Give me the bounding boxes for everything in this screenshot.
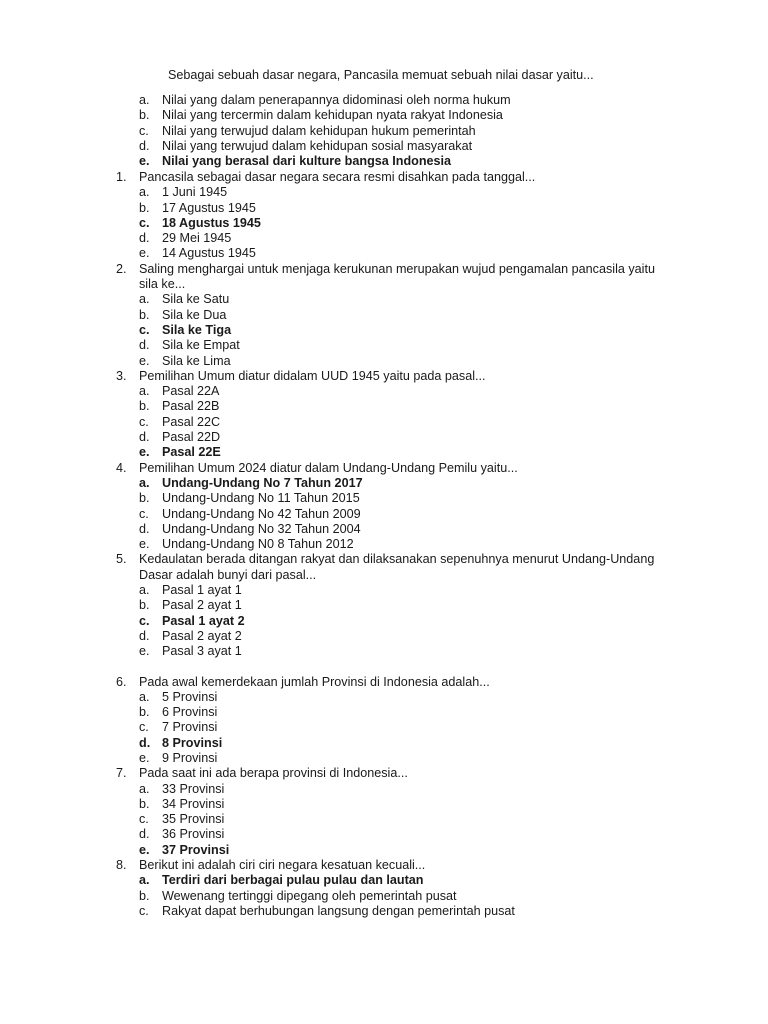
option [0, 629, 768, 644]
option [0, 644, 768, 659]
option [0, 720, 768, 735]
option-text: Pasal 22D [162, 430, 221, 445]
option-letter: b. [139, 888, 150, 903]
question-list [0, 170, 768, 919]
option [0, 889, 768, 904]
option-letter: b. [139, 399, 150, 414]
question-line: sila ke... [139, 277, 186, 292]
option [0, 201, 768, 216]
option [0, 751, 768, 766]
option-letter: a. [139, 384, 150, 399]
option-letter: b. [139, 307, 150, 322]
question-text [0, 568, 679, 583]
option-letter: a. [139, 475, 150, 490]
question-item [0, 369, 768, 461]
option-letter: a. [139, 781, 150, 796]
question-item [0, 858, 768, 919]
option-text: Pasal 3 ayat 1 [162, 644, 242, 659]
option-text: Pasal 2 ayat 1 [162, 598, 242, 613]
option [0, 782, 768, 797]
option [0, 430, 768, 445]
option [0, 491, 768, 506]
question-line: Pemilihan Umum diatur didalam UUD 1945 yaitu pada pasal... [139, 368, 486, 383]
answer-option [0, 445, 768, 460]
option-text: 14 Agustus 1945 [162, 246, 256, 261]
option-letter: c. [139, 812, 149, 827]
option-text: Wewenang tertinggi dipegang oleh pemerintah pusat [162, 888, 457, 903]
option-letter: b. [139, 796, 150, 811]
option-letter: c. [139, 123, 149, 138]
spacer [0, 660, 768, 675]
option-text: Undang-Undang No 7 Tahun 2017 [162, 475, 363, 490]
option-letter: e. [139, 445, 150, 460]
question-text [0, 461, 679, 476]
option-letter: b. [139, 108, 150, 123]
option-letter: c. [139, 506, 149, 521]
option-text: Pasal 22C [162, 414, 221, 429]
option [0, 583, 768, 598]
option-letter: a. [139, 689, 150, 704]
question-number: 8. [116, 858, 127, 873]
question-item [0, 170, 768, 262]
option [0, 904, 768, 919]
question-number: 3. [116, 368, 127, 383]
option-text: Undang-Undang No 42 Tahun 2009 [162, 506, 361, 521]
option [0, 354, 768, 369]
answer-option [0, 154, 768, 169]
option-text: Pasal 22A [162, 384, 220, 399]
option-letter: d. [139, 735, 151, 750]
option-text: 37 Provinsi [162, 842, 230, 857]
question-number: 1. [116, 170, 127, 184]
option-letter: e. [139, 154, 150, 169]
option-letter: c. [139, 903, 149, 918]
option-letter: e. [139, 842, 150, 857]
question-line: Dasar adalah bunyi dari pasal... [139, 567, 317, 582]
option-text: Pasal 22B [162, 399, 220, 414]
option-text: 18 Agustus 1945 [162, 215, 261, 230]
option-letter: b. [139, 598, 150, 613]
question-text [0, 277, 679, 292]
question-text [0, 552, 679, 567]
option-text: 7 Provinsi [162, 720, 218, 735]
option-letter: b. [139, 200, 150, 215]
option-text: 35 Provinsi [162, 812, 225, 827]
option-text: Pasal 1 ayat 1 [162, 583, 242, 598]
option-letter: e. [139, 246, 150, 261]
option-text: 36 Provinsi [162, 827, 225, 842]
question-item [0, 262, 768, 369]
answer-option [0, 736, 768, 751]
answer-option [0, 476, 768, 491]
option-text: Undang-Undang N0 8 Tahun 2012 [162, 537, 354, 552]
option-letter: c. [139, 322, 150, 337]
option-letter: d. [139, 521, 150, 536]
option-letter: e. [139, 644, 150, 659]
option [0, 185, 768, 200]
option-text: 6 Provinsi [162, 705, 218, 720]
question-item [0, 766, 768, 858]
question-number: 2. [116, 261, 127, 276]
option-text: Sila ke Satu [162, 292, 230, 307]
answer-option [0, 323, 768, 338]
question-text [0, 369, 679, 384]
option-letter: a. [139, 583, 150, 598]
option [0, 415, 768, 430]
option [0, 522, 768, 537]
answer-option [0, 843, 768, 858]
option [0, 598, 768, 613]
option [0, 384, 768, 399]
question-text [0, 675, 679, 690]
option-letter: a. [139, 93, 150, 107]
option-text: Sila ke Dua [162, 307, 227, 322]
option [0, 705, 768, 720]
question-line: Pancasila sebagai dasar negara secara resmi disahkan pada tanggal... [139, 170, 536, 184]
option-letter: d. [139, 338, 150, 353]
option [0, 231, 768, 246]
question-line: Kedaulatan berada ditangan rakyat dan dilaksanakan sepenuhnya menurut Undang-Undang [139, 552, 655, 567]
question-text [0, 170, 679, 185]
option-text: Nilai yang tercermin dalam kehidupan nyata rakyat Indonesia [162, 108, 503, 123]
option-text: Pasal 1 ayat 2 [162, 613, 245, 628]
option [0, 827, 768, 842]
option-letter: b. [139, 491, 150, 506]
option-letter: b. [139, 705, 150, 720]
option-text: 34 Provinsi [162, 796, 225, 811]
answer-option [0, 614, 768, 629]
question-text [0, 766, 679, 781]
option-letter: e. [139, 537, 150, 552]
question-number: 6. [116, 674, 127, 689]
intro-options [0, 93, 768, 169]
option [0, 338, 768, 353]
option [0, 108, 768, 123]
question-line: Berikut ini adalah ciri ciri negara kesatuan kecuali... [139, 858, 426, 873]
question-number: 5. [116, 552, 127, 567]
question-item [0, 461, 768, 553]
option-text: Nilai yang terwujud dalam kehidupan sosial masyarakat [162, 138, 473, 153]
question-item [0, 552, 768, 659]
question-text [0, 262, 679, 277]
option-letter: d. [139, 430, 150, 445]
option [0, 690, 768, 705]
option-letter: d. [139, 827, 150, 842]
option-text: 33 Provinsi [162, 781, 225, 796]
option-letter: c. [139, 414, 149, 429]
option-letter: a. [139, 185, 150, 200]
answer-option [0, 873, 768, 888]
question-line: Pada awal kemerdekaan jumlah Provinsi di Indonesia adalah... [139, 674, 490, 689]
option-text: 9 Provinsi [162, 750, 218, 765]
option-text: Sila ke Tiga [162, 322, 232, 337]
option-letter: d. [139, 138, 150, 153]
option-text: Rakyat dapat berhubungan langsung dengan pemerintah pusat [162, 903, 515, 918]
option-text: 5 Provinsi [162, 689, 218, 704]
option [0, 93, 768, 108]
option [0, 537, 768, 552]
option-text: Undang-Undang No 32 Tahun 2004 [162, 521, 361, 536]
question-line: Pada saat ini ada berapa provinsi di Indonesia... [139, 766, 408, 781]
option [0, 246, 768, 261]
option-text: Sila ke Empat [162, 338, 240, 353]
option [0, 292, 768, 307]
option-text: Sila ke Lima [162, 353, 231, 368]
option-text: Nilai yang berasal dari kulture bangsa Indonesia [162, 154, 452, 169]
intro-question: Sebagai sebuah dasar negara, Pancasila memuat sebuah nilai dasar yaitu... [168, 68, 594, 82]
option-text: Nilai yang terwujud dalam kehidupan hukum pemerintah [162, 123, 476, 138]
option-text: 1 Juni 1945 [162, 185, 228, 200]
question-item [0, 675, 768, 767]
option [0, 812, 768, 827]
answer-option [0, 216, 768, 231]
option-text: Pasal 22E [162, 445, 221, 460]
option [0, 308, 768, 323]
question-line: Pemilihan Umum 2024 diatur dalam Undang-Undang Pemilu yaitu... [139, 460, 518, 475]
option-letter: e. [139, 353, 150, 368]
question-number: 7. [116, 766, 127, 781]
option [0, 797, 768, 812]
option-text: 17 Agustus 1945 [162, 200, 256, 215]
option-letter: d. [139, 231, 150, 246]
question-text [0, 858, 679, 873]
option-text: Nilai yang dalam penerapannya didominasi oleh norma hukum [162, 93, 511, 107]
option [0, 139, 768, 154]
option-letter: e. [139, 750, 150, 765]
option-letter: d. [139, 628, 150, 643]
option [0, 124, 768, 139]
option-text: 8 Provinsi [162, 735, 223, 750]
option [0, 507, 768, 522]
option-letter: c. [139, 215, 150, 230]
option-letter: c. [139, 613, 150, 628]
question-number: 4. [116, 460, 127, 475]
option [0, 399, 768, 414]
option-letter: a. [139, 873, 150, 888]
option-text: Terdiri dari berbagai pulau pulau dan lautan [162, 873, 424, 888]
option-letter: a. [139, 292, 150, 307]
option-letter: c. [139, 720, 149, 735]
option-text: 29 Mei 1945 [162, 231, 232, 246]
option-text: Pasal 2 ayat 2 [162, 628, 242, 643]
question-line: Saling menghargai untuk menjaga kerukunan merupakan wujud pengamalan pancasila yaitu [139, 261, 655, 276]
option-text: Undang-Undang No 11 Tahun 2015 [162, 491, 360, 506]
